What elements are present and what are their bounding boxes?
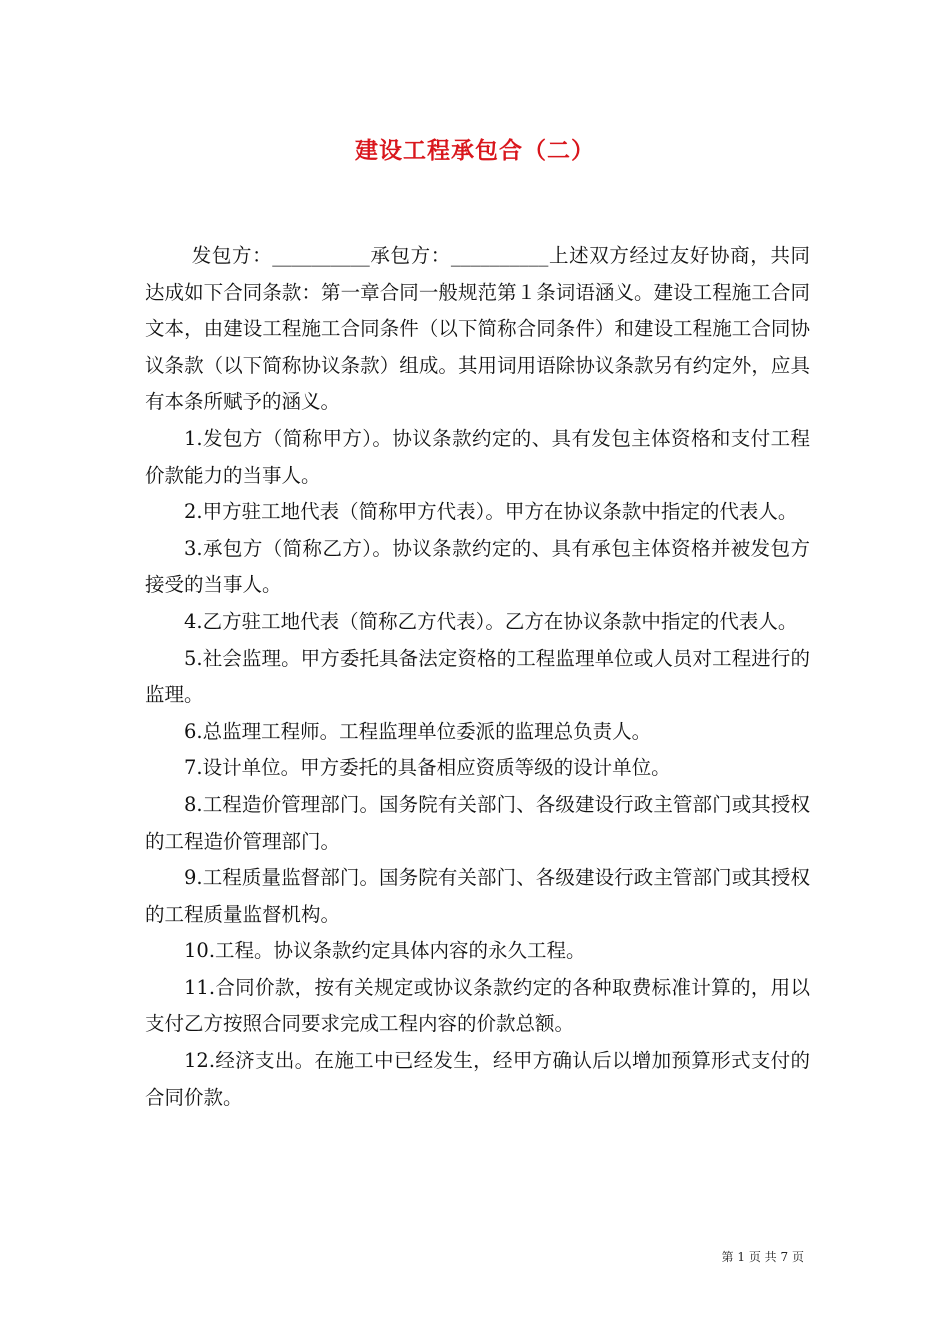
- page-prefix: 第: [721, 1250, 734, 1264]
- page-suffix: 页: [791, 1250, 804, 1264]
- paragraph-clause-11: 11.合同价款，按有关规定或协议条款约定的各种取费标准计算的，用以支付乙方按照合同要求完成工程内容的价款总额。: [145, 975, 810, 1036]
- page-footer: [722, 1248, 804, 1265]
- document-body: [145, 238, 810, 1116]
- page-total: 7: [780, 1250, 789, 1264]
- paragraph-clause-12: 12.经济支出。在施工中已经发生，经甲方确认后以增加预算形式支付的合同价款。: [145, 1049, 810, 1109]
- paragraph-clause-8: 8.工程造价管理部门。国务院有关部门、各级建设行政主管部门或其授权的工程造价管理部门。: [145, 792, 810, 853]
- document-title: 建设工程承包合（二）: [355, 137, 595, 164]
- paragraph-clause-3: 3.承包方（简称乙方）。协议条款约定的、具有承包主体资格并被发包方接受的当事人。: [145, 536, 810, 597]
- page-number: 1: [737, 1250, 746, 1264]
- paragraph-clause-7: 7.设计单位。甲方委托的具备相应资质等级的设计单位。: [184, 756, 671, 780]
- paragraph-clause-10: 10.工程。协议条款约定具体内容的永久工程。: [184, 939, 586, 963]
- page-middle: 页 共: [748, 1250, 777, 1264]
- paragraph-intro: 发包方：__________承包方：__________上述双方经过友好协商，共同达成如下合同条款：第一章合同一般规范第１条词语涵义。建设工程施工合同文本，由建设工程施工合同条件（以下简称合同条件）和建设工程施工合同协议条款（以下简称协议条款）组成。其用词用语除协议条款另有约定外，应具有本条所赋予的涵义。: [145, 244, 810, 414]
- paragraph-clause-1: 1.发包方（简称甲方）。协议条款约定的、具有发包主体资格和支付工程价款能力的当事人。: [145, 426, 810, 487]
- paragraph-clause-9: 9.工程质量监督部门。国务院有关部门、各级建设行政主管部门或其授权的工程质量监督机构。: [145, 866, 810, 926]
- paragraph-clause-4: 4.乙方驻工地代表（简称乙方代表）。乙方在协议条款中指定的代表人。: [184, 609, 798, 633]
- paragraph-clause-6: 6.总监理工程师。工程监理单位委派的监理总负责人。: [184, 719, 652, 743]
- paragraph-clause-5: 5.社会监理。甲方委托具备法定资格的工程监理单位或人员对工程进行的监理。: [145, 646, 810, 707]
- paragraph-clause-2: 2.甲方驻工地代表（简称甲方代表）。甲方在协议条款中指定的代表人。: [184, 500, 798, 524]
